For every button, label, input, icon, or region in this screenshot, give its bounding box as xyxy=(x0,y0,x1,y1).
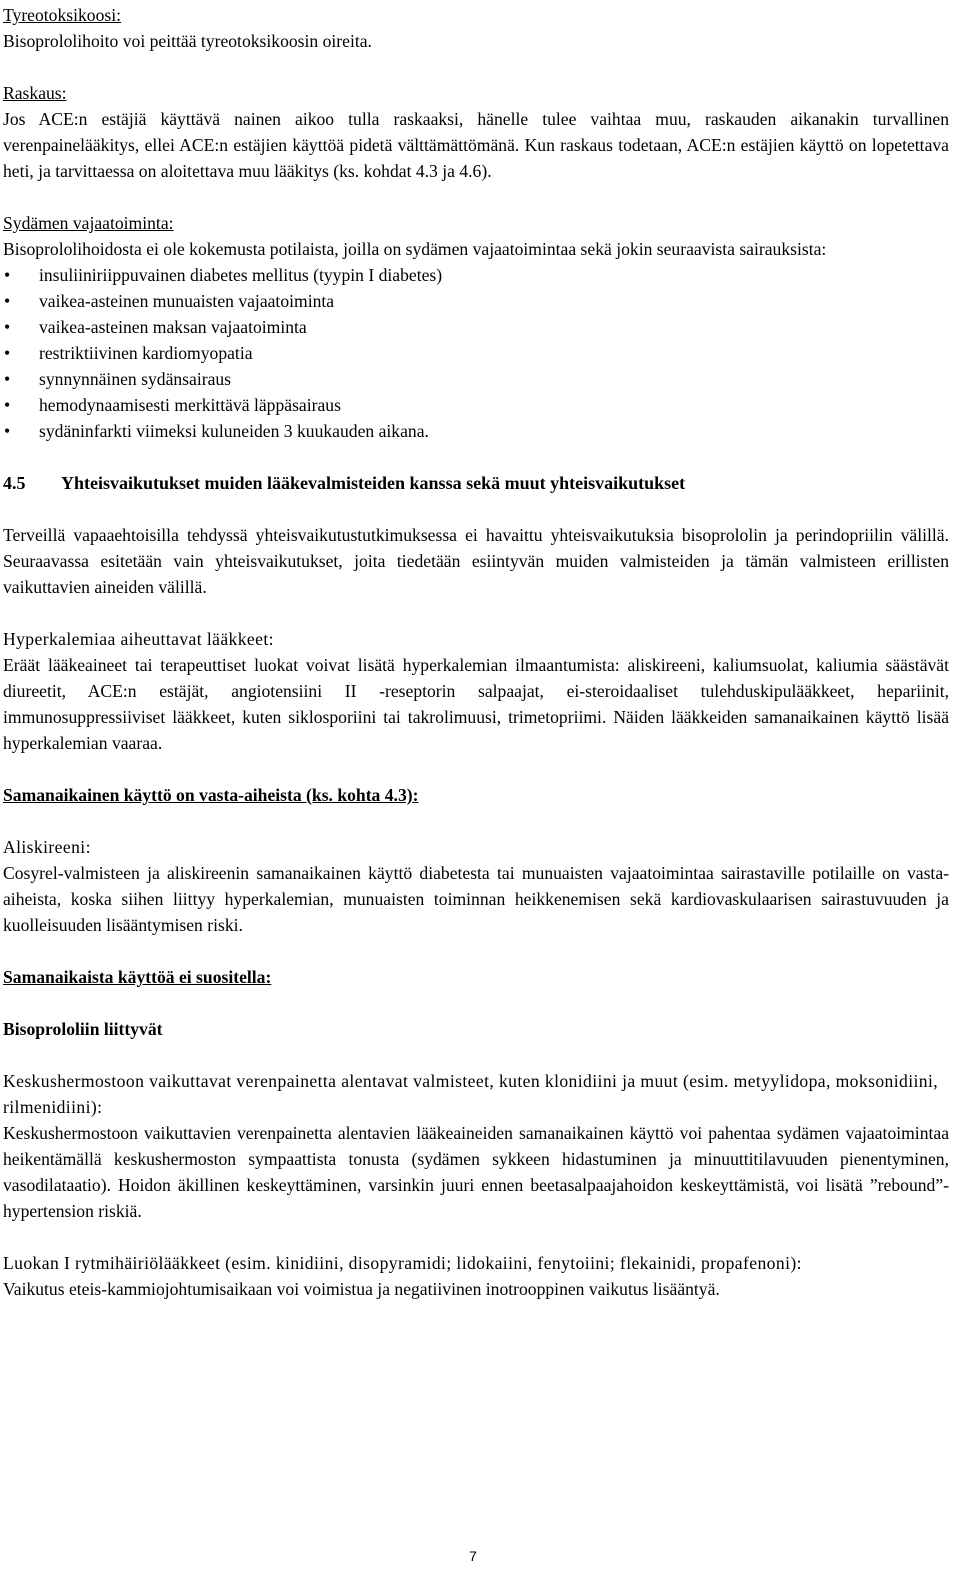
bullet-icon: • xyxy=(4,291,11,311)
bullet-icon: • xyxy=(4,343,11,363)
rytmihairio-text: Vaikutus eteis-kammiojohtumisaikaan voi voimistua ja negatiivinen inotrooppinen vaikutus lisääntyä. xyxy=(3,1279,720,1299)
hyperkalemia-text: Eräät lääkeaineet tai terapeuttiset luokat voivat lisätä hyperkalemian ilmaantumista: aliskireeni, kaliumsuolat, kaliumia säästävät diureetit, ACE:n estäjät, angiotensiini II -reseptorin salpaajat, ei-steroidaaliset tulehduskipulääkkeet, hepariinit, immunosuppressiiviset lääkkeet, kuten siklosporiini tai takrolimuusi, trimetopriimi. Näiden lääkkeiden samanaikainen käyttö lisää hyperkalemian vaaraa. xyxy=(3,655,949,753)
vasta-aiheista-heading: Samanaikainen käyttö on vasta-aiheista (ks. kohta 4.3): xyxy=(3,785,419,805)
tyreotoksikoosi-heading: Tyreotoksikoosi: xyxy=(3,5,122,25)
hyperkalemia-heading: Hyperkalemiaa aiheuttavat lääkkeet: xyxy=(3,629,274,649)
sydamen-vajaatoiminta-text: Bisoprololihoidosta ei ole kokemusta potilaista, joilla on sydämen vajaatoimintaa sekä jokin seuraavista sairauksista: xyxy=(3,239,827,259)
keskushermosto-text: Keskushermostoon vaikuttavien verenpainetta alentavien lääkeaineiden samanaikainen käyttö voi pahentaa sydämen vajaatoimintaa heikentämällä keskushermoston sympaattista tonusta (sydämen sykkeen hidastuminen ja minuuttitilavuuden pienentyminen, vasodilataatio). Hoidon äkillinen keskeyttäminen, varsinkin juuri ennen beetasalpaajahoidon keskeyttämistä, voi lisätä ”rebound”-hypertension riskiä. xyxy=(3,1123,949,1221)
list-item: • vaikea-asteinen munuaisten vajaatoiminta xyxy=(3,288,949,314)
section-number: 4.5 xyxy=(3,473,26,493)
keskushermosto-heading: Keskushermostoon vaikuttavat verenpainetta alentavat valmisteet, kuten klonidiini ja muut (esim. metyylidopa, moksonidiini, rilmenidiini): xyxy=(3,1071,939,1117)
raskaus-text: Jos ACE:n estäjiä käyttävä nainen aikoo tulla raskaaksi, hänelle tulee vaihtaa muu, raskauden aikanakin turvallinen verenpainelääkitys, ellei ACE:n estäjien käyttöä pidetä välttämättömänä. Kun raskaus todetaan, ACE:n estäjien käyttö on lopetettava heti, ja tarvittaessa on aloitettava muu lääkitys (ks. kohdat 4.3 ja 4.6). xyxy=(3,109,949,181)
aliskireeni-heading: Aliskireeni: xyxy=(3,837,91,857)
ei-suositella-heading: Samanaikaista käyttöä ei suositella: xyxy=(3,967,272,987)
tyreotoksikoosi-text: Bisoprololihoito voi peittää tyreotoksikoosin oireita. xyxy=(3,31,372,51)
sydamen-vajaatoiminta-heading: Sydämen vajaatoiminta: xyxy=(3,213,174,233)
aliskireeni-text: Cosyrel-valmisteen ja aliskireenin samanaikainen käyttö diabetesta tai munuaisten vajaatoimintaa sairastaville potilaille on vasta-aiheista, koska siihen liittyy hyperkalemian, munuaisten toiminnan heikkenemisen sekä kardiovaskulaarisen sairastuvuuden ja kuolleisuuden lisääntymisen riski. xyxy=(3,863,949,935)
section-4-5-intro: Terveillä vapaaehtoisilla tehdyssä yhteisvaikutustutkimuksessa ei havaittu yhteisvaikutuksia bisoprololin ja perindopriilin välillä. Seuraavassa esitetään vain yhteisvaikutukset, joita tiedetään esiintyvän muiden valmisteiden ja tämän valmisteen erillisten vaikuttavien aineiden välillä. xyxy=(3,525,949,597)
rytmihairio-heading: Luokan I rytmihäiriölääkkeet (esim. kinidiini, disopyramidi; lidokaiini, fenytoiini; flekainidi, propafenoni): xyxy=(3,1253,802,1273)
bisoprololi-heading: Bisoprololiin liittyvät xyxy=(3,1019,163,1039)
list-item: • insuliiniriippuvainen diabetes mellitus (tyypin I diabetes) xyxy=(3,262,949,288)
bullet-icon: • xyxy=(4,369,11,389)
list-item: • hemodynaamisesti merkittävä läppäsairaus xyxy=(3,392,949,418)
bullet-icon: • xyxy=(4,317,11,337)
list-item: • synnynnäinen sydänsairaus xyxy=(3,366,949,392)
bullet-icon: • xyxy=(4,265,11,285)
section-title: Yhteisvaikutukset muiden lääkevalmisteiden kanssa sekä muut yhteisvaikutukset xyxy=(61,473,686,493)
raskaus-heading: Raskaus: xyxy=(3,83,67,103)
bullet-icon: • xyxy=(4,421,11,441)
list-item: • sydäninfarkti viimeksi kuluneiden 3 kuukauden aikana. xyxy=(3,418,949,444)
list-item: • vaikea-asteinen maksan vajaatoiminta xyxy=(3,314,949,340)
bullet-icon: • xyxy=(4,395,11,415)
list-item: • restriktiivinen kardiomyopatia xyxy=(3,340,949,366)
section-4-5-heading xyxy=(3,470,949,496)
sydamen-vajaatoiminta-list xyxy=(3,262,949,444)
page-number: 7 xyxy=(469,1548,477,1564)
document-page xyxy=(3,2,949,1302)
